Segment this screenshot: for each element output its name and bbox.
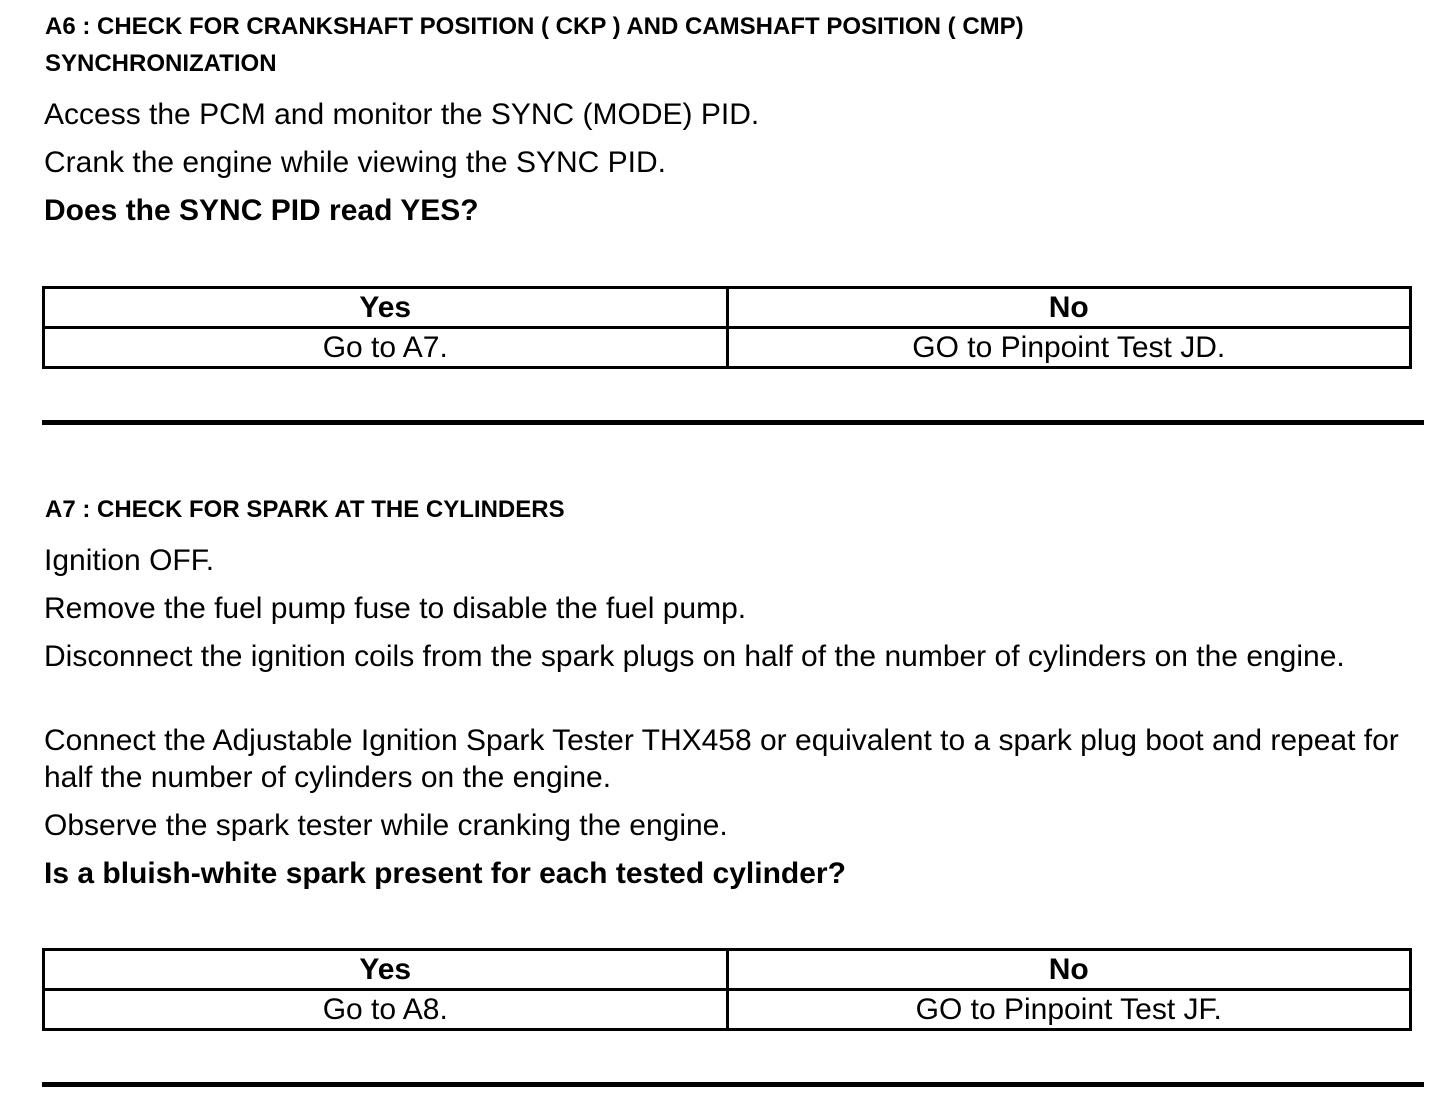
table-row xyxy=(44,288,1411,328)
a6-no-header: No xyxy=(727,288,1411,328)
a6-yes-action: Go to A7. xyxy=(44,328,728,368)
section-divider xyxy=(42,420,1424,425)
a7-step-5: Observe the spark tester while cranking the engine. xyxy=(44,809,728,842)
a6-decision-table xyxy=(42,286,1412,369)
a7-question: Is a bluish-white spark present for each tested cylinder? xyxy=(44,857,846,890)
a6-step-2: Crank the engine while viewing the SYNC PID. xyxy=(44,146,666,179)
a7-step-2: Remove the fuel pump fuse to disable the fuel pump. xyxy=(44,592,747,625)
a6-yes-header: Yes xyxy=(44,288,728,328)
a7-decision-table xyxy=(42,948,1412,1031)
a6-step-1: Access the PCM and monitor the SYNC (MODE) PID. xyxy=(44,98,760,131)
a6-no-action: GO to Pinpoint Test JD. xyxy=(727,328,1411,368)
a7-yes-action: Go to A8. xyxy=(44,990,728,1030)
section-divider xyxy=(42,1082,1424,1087)
a7-step-1: Ignition OFF. xyxy=(44,544,215,577)
a7-no-header: No xyxy=(727,950,1411,990)
a6-heading-line1: A6 : CHECK FOR CRANKSHAFT POSITION ( CKP ) AND CAMSHAFT POSITION ( CMP) xyxy=(45,13,1024,40)
a7-step-3: Disconnect the ignition coils from the spark plugs on half of the number of cylinders on the engine. xyxy=(44,640,1345,673)
a6-heading-line2: SYNCHRONIZATION xyxy=(45,50,277,77)
a7-no-action: GO to Pinpoint Test JF. xyxy=(727,990,1411,1030)
table-row xyxy=(44,328,1411,368)
a7-yes-header: Yes xyxy=(44,950,728,990)
a7-step-4: Connect the Adjustable Ignition Spark Tester THX458 or equivalent to a spark plug boot and repeat for half the number of cylinders on the engine. xyxy=(44,724,1399,794)
table-row xyxy=(44,950,1411,990)
a6-question: Does the SYNC PID read YES? xyxy=(44,194,479,227)
table-row xyxy=(44,990,1411,1030)
a7-heading: A7 : CHECK FOR SPARK AT THE CYLINDERS xyxy=(45,496,565,523)
